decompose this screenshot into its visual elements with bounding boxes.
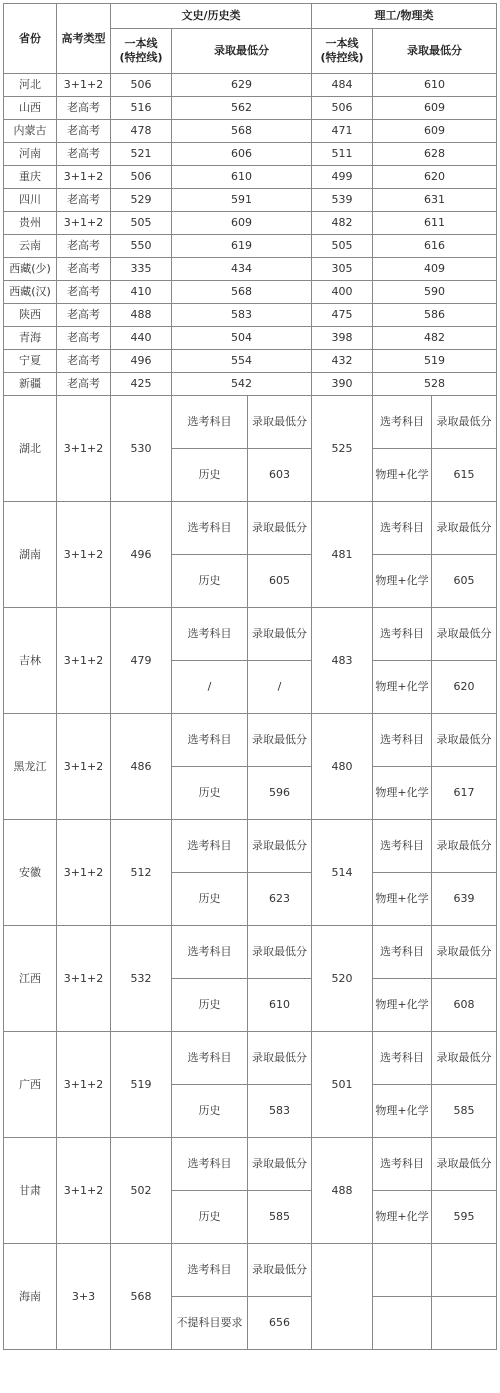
province-cell: 西藏(少) — [4, 258, 57, 281]
science-baseline-cell: 480 — [312, 714, 373, 820]
table-row — [4, 373, 497, 396]
arts-baseline-cell: 410 — [111, 281, 172, 304]
exam-type-cell: 3+1+2 — [57, 926, 111, 1032]
science-min-score-cell: 519 — [373, 350, 497, 373]
baseline-cell: 568 — [111, 1244, 172, 1350]
arts-min-score-cell: 585 — [248, 1191, 312, 1244]
exam-type-cell: 3+1+2 — [57, 820, 111, 926]
science-baseline-cell: 398 — [312, 327, 373, 350]
arts-min-score-cell: 623 — [248, 873, 312, 926]
exam-type-cell: 老高考 — [57, 97, 111, 120]
province-cell: 云南 — [4, 235, 57, 258]
science-baseline-cell: 501 — [312, 1032, 373, 1138]
arts-baseline-cell: 506 — [111, 166, 172, 189]
arts-min-score-cell: 591 — [172, 189, 312, 212]
science-subject-cell: 物理+化学 — [373, 1085, 432, 1138]
province-cell: 吉林 — [4, 608, 57, 714]
arts-min-score-header-cell: 录取最低分 — [248, 396, 312, 449]
science-subject-cell: 物理+化学 — [373, 979, 432, 1032]
science-min-score-cell: 595 — [432, 1191, 497, 1244]
header-arts-min-score: 录取最低分 — [172, 29, 312, 74]
exam-type-cell: 老高考 — [57, 189, 111, 212]
arts-subject-cell: 历史 — [172, 449, 248, 502]
table-row — [4, 820, 497, 873]
exam-type-cell: 老高考 — [57, 143, 111, 166]
exam-type-cell: 老高考 — [57, 235, 111, 258]
science-min-score-header-cell: 录取最低分 — [432, 396, 497, 449]
science-min-score-cell: 620 — [373, 166, 497, 189]
science-min-score-cell: 620 — [432, 661, 497, 714]
table-row — [4, 396, 497, 449]
header-arts-group: 文史/历史类 — [111, 4, 312, 29]
province-cell: 河北 — [4, 74, 57, 97]
arts-min-score-cell: 542 — [172, 373, 312, 396]
arts-min-score-header-cell: 录取最低分 — [248, 502, 312, 555]
science-min-score-cell: 609 — [373, 120, 497, 143]
arts-baseline-cell: 516 — [111, 97, 172, 120]
arts-baseline-cell: 521 — [111, 143, 172, 166]
province-cell: 宁夏 — [4, 350, 57, 373]
arts-subject-header-cell: 选考科目 — [172, 1032, 248, 1085]
exam-type-cell: 老高考 — [57, 373, 111, 396]
science-min-score-cell: 631 — [373, 189, 497, 212]
exam-type-cell: 3+1+2 — [57, 74, 111, 97]
arts-baseline-cell: 530 — [111, 396, 172, 502]
table-row — [4, 327, 497, 350]
science-min-score-cell: 409 — [373, 258, 497, 281]
arts-min-score-cell: 596 — [248, 767, 312, 820]
science-subject-header-cell: 选考科目 — [373, 1138, 432, 1191]
province-cell: 江西 — [4, 926, 57, 1032]
arts-min-score-header-cell: 录取最低分 — [248, 1138, 312, 1191]
science-baseline-cell: 488 — [312, 1138, 373, 1244]
arts-min-score-cell: 568 — [172, 281, 312, 304]
science-baseline-cell: 475 — [312, 304, 373, 327]
header-province: 省份 — [4, 4, 57, 74]
science-min-score-cell: 605 — [432, 555, 497, 608]
science-subject-header-cell: 选考科目 — [373, 502, 432, 555]
empty-cell — [432, 1297, 497, 1350]
arts-baseline-cell: 502 — [111, 1138, 172, 1244]
province-cell: 海南 — [4, 1244, 57, 1350]
science-min-score-cell: 609 — [373, 97, 497, 120]
province-cell: 湖北 — [4, 396, 57, 502]
arts-min-score-cell: 629 — [172, 74, 312, 97]
science-baseline-cell: 499 — [312, 166, 373, 189]
arts-min-score-cell: 583 — [172, 304, 312, 327]
science-baseline-cell: 483 — [312, 608, 373, 714]
science-baseline-cell: 511 — [312, 143, 373, 166]
science-min-score-cell: 639 — [432, 873, 497, 926]
arts-subject-header-cell: 选考科目 — [172, 608, 248, 661]
exam-type-cell: 3+1+2 — [57, 212, 111, 235]
science-min-score-header-cell: 录取最低分 — [432, 1032, 497, 1085]
science-subject-cell: 物理+化学 — [373, 449, 432, 502]
table-row — [4, 350, 497, 373]
table-row — [4, 1244, 497, 1297]
empty-cell — [312, 1244, 373, 1350]
science-subject-header-cell: 选考科目 — [373, 926, 432, 979]
arts-min-score-cell: 568 — [172, 120, 312, 143]
science-subject-cell: 物理+化学 — [373, 1191, 432, 1244]
science-min-score-cell: 608 — [432, 979, 497, 1032]
arts-subject-header-cell: 选考科目 — [172, 820, 248, 873]
arts-subject-cell: 历史 — [172, 979, 248, 1032]
science-subject-cell: 物理+化学 — [373, 873, 432, 926]
exam-type-cell: 3+1+2 — [57, 502, 111, 608]
table-row — [4, 143, 497, 166]
arts-baseline-cell: 479 — [111, 608, 172, 714]
science-subject-cell: 物理+化学 — [373, 661, 432, 714]
province-cell: 四川 — [4, 189, 57, 212]
arts-subject-cell: 历史 — [172, 555, 248, 608]
header-science-baseline: 一本线 (特控线) — [312, 29, 373, 74]
arts-min-score-cell: 605 — [248, 555, 312, 608]
province-cell: 湖南 — [4, 502, 57, 608]
arts-baseline-cell: 550 — [111, 235, 172, 258]
arts-subject-cell: 历史 — [172, 1191, 248, 1244]
science-subject-header-cell: 选考科目 — [373, 608, 432, 661]
table-body — [4, 74, 497, 1350]
table-row — [4, 502, 497, 555]
arts-min-score-cell: 610 — [248, 979, 312, 1032]
science-subject-cell: 物理+化学 — [373, 555, 432, 608]
table-row — [4, 189, 497, 212]
arts-subject-header-cell: 选考科目 — [172, 1138, 248, 1191]
exam-type-cell: 3+1+2 — [57, 1138, 111, 1244]
science-baseline-cell: 539 — [312, 189, 373, 212]
science-min-score-header-cell: 录取最低分 — [432, 926, 497, 979]
arts-min-score-cell: 606 — [172, 143, 312, 166]
province-cell: 青海 — [4, 327, 57, 350]
arts-baseline-cell: 519 — [111, 1032, 172, 1138]
arts-min-score-cell: / — [248, 661, 312, 714]
arts-baseline-cell: 425 — [111, 373, 172, 396]
science-subject-header-cell: 选考科目 — [373, 1032, 432, 1085]
arts-subject-cell: 历史 — [172, 873, 248, 926]
province-cell: 重庆 — [4, 166, 57, 189]
table-row — [4, 212, 497, 235]
table-row — [4, 281, 497, 304]
science-min-score-cell: 585 — [432, 1085, 497, 1138]
science-min-score-cell: 611 — [373, 212, 497, 235]
science-baseline-cell: 520 — [312, 926, 373, 1032]
science-min-score-cell: 482 — [373, 327, 497, 350]
exam-type-cell: 3+1+2 — [57, 714, 111, 820]
arts-baseline-cell: 496 — [111, 502, 172, 608]
science-subject-header-cell: 选考科目 — [373, 820, 432, 873]
table-row — [4, 926, 497, 979]
science-baseline-cell: 305 — [312, 258, 373, 281]
exam-type-cell: 老高考 — [57, 350, 111, 373]
table-row — [4, 166, 497, 189]
header-science-min-score: 录取最低分 — [373, 29, 497, 74]
science-min-score-header-cell: 录取最低分 — [432, 1138, 497, 1191]
science-baseline-cell: 484 — [312, 74, 373, 97]
arts-baseline-cell: 496 — [111, 350, 172, 373]
arts-subject-header-cell: 选考科目 — [172, 396, 248, 449]
empty-cell — [432, 1244, 497, 1297]
arts-baseline-cell: 440 — [111, 327, 172, 350]
science-min-score-cell: 586 — [373, 304, 497, 327]
province-cell: 西藏(汉) — [4, 281, 57, 304]
exam-type-cell: 3+1+2 — [57, 608, 111, 714]
science-baseline-cell: 505 — [312, 235, 373, 258]
arts-subject-cell: 历史 — [172, 767, 248, 820]
arts-min-score-cell: 504 — [172, 327, 312, 350]
arts-baseline-cell: 486 — [111, 714, 172, 820]
exam-type-cell: 3+3 — [57, 1244, 111, 1350]
arts-subject-cell: 历史 — [172, 1085, 248, 1138]
table-row — [4, 714, 497, 767]
table-row — [4, 235, 497, 258]
arts-min-score-header-cell: 录取最低分 — [248, 1032, 312, 1085]
arts-min-score-cell: 583 — [248, 1085, 312, 1138]
science-min-score-header-cell: 录取最低分 — [432, 714, 497, 767]
science-min-score-cell: 616 — [373, 235, 497, 258]
province-cell: 贵州 — [4, 212, 57, 235]
arts-min-score-header-cell: 录取最低分 — [248, 820, 312, 873]
arts-subject-header-cell: 选考科目 — [172, 714, 248, 767]
science-baseline-cell: 432 — [312, 350, 373, 373]
arts-min-score-cell: 619 — [172, 235, 312, 258]
arts-baseline-cell: 335 — [111, 258, 172, 281]
table-row — [4, 97, 497, 120]
exam-type-cell: 老高考 — [57, 120, 111, 143]
exam-type-cell: 3+1+2 — [57, 166, 111, 189]
table-row — [4, 74, 497, 97]
exam-type-cell: 老高考 — [57, 327, 111, 350]
province-cell: 内蒙古 — [4, 120, 57, 143]
science-baseline-cell: 400 — [312, 281, 373, 304]
arts-min-score-header-cell: 录取最低分 — [248, 714, 312, 767]
arts-min-score-cell: 603 — [248, 449, 312, 502]
science-min-score-header-cell: 录取最低分 — [432, 820, 497, 873]
province-cell: 安徽 — [4, 820, 57, 926]
province-cell: 黑龙江 — [4, 714, 57, 820]
science-min-score-cell: 610 — [373, 74, 497, 97]
header-science-group: 理工/物理类 — [312, 4, 497, 29]
header-exam-type: 高考类型 — [57, 4, 111, 74]
science-min-score-cell: 617 — [432, 767, 497, 820]
arts-subject-header-cell: 选考科目 — [172, 502, 248, 555]
arts-baseline-cell: 512 — [111, 820, 172, 926]
arts-min-score-cell: 609 — [172, 212, 312, 235]
science-min-score-header-cell: 录取最低分 — [432, 608, 497, 661]
province-cell: 新疆 — [4, 373, 57, 396]
exam-type-cell: 老高考 — [57, 281, 111, 304]
arts-baseline-cell: 529 — [111, 189, 172, 212]
arts-min-score-cell: 554 — [172, 350, 312, 373]
min-score-cell: 656 — [248, 1297, 312, 1350]
table-row — [4, 304, 497, 327]
province-cell: 陕西 — [4, 304, 57, 327]
empty-cell — [373, 1297, 432, 1350]
table-row — [4, 120, 497, 143]
subject-header-cell: 选考科目 — [172, 1244, 248, 1297]
table-row — [4, 1138, 497, 1191]
province-cell: 山西 — [4, 97, 57, 120]
science-subject-header-cell: 选考科目 — [373, 396, 432, 449]
table-row — [4, 1032, 497, 1085]
arts-baseline-cell: 488 — [111, 304, 172, 327]
province-cell: 广西 — [4, 1032, 57, 1138]
science-baseline-cell: 390 — [312, 373, 373, 396]
science-baseline-cell: 514 — [312, 820, 373, 926]
exam-type-cell: 老高考 — [57, 258, 111, 281]
arts-baseline-cell: 478 — [111, 120, 172, 143]
exam-type-cell: 3+1+2 — [57, 396, 111, 502]
min-score-header-cell: 录取最低分 — [248, 1244, 312, 1297]
subject-cell: 不提科目要求 — [172, 1297, 248, 1350]
exam-type-cell: 3+1+2 — [57, 1032, 111, 1138]
science-min-score-cell: 590 — [373, 281, 497, 304]
admission-score-table — [3, 3, 497, 1350]
science-subject-header-cell: 选考科目 — [373, 714, 432, 767]
science-baseline-cell: 481 — [312, 502, 373, 608]
empty-cell — [373, 1244, 432, 1297]
science-baseline-cell: 482 — [312, 212, 373, 235]
science-baseline-cell: 506 — [312, 97, 373, 120]
province-cell: 甘肃 — [4, 1138, 57, 1244]
science-min-score-cell: 615 — [432, 449, 497, 502]
science-min-score-cell: 628 — [373, 143, 497, 166]
arts-baseline-cell: 506 — [111, 74, 172, 97]
header-arts-baseline: 一本线 (特控线) — [111, 29, 172, 74]
province-cell: 河南 — [4, 143, 57, 166]
science-baseline-cell: 471 — [312, 120, 373, 143]
arts-baseline-cell: 532 — [111, 926, 172, 1032]
table-row — [4, 608, 497, 661]
arts-min-score-header-cell: 录取最低分 — [248, 926, 312, 979]
exam-type-cell: 老高考 — [57, 304, 111, 327]
arts-subject-cell: / — [172, 661, 248, 714]
science-subject-cell: 物理+化学 — [373, 767, 432, 820]
table-row — [4, 258, 497, 281]
arts-min-score-header-cell: 录取最低分 — [248, 608, 312, 661]
arts-min-score-cell: 610 — [172, 166, 312, 189]
arts-min-score-cell: 434 — [172, 258, 312, 281]
science-min-score-cell: 528 — [373, 373, 497, 396]
arts-baseline-cell: 505 — [111, 212, 172, 235]
arts-subject-header-cell: 选考科目 — [172, 926, 248, 979]
arts-min-score-cell: 562 — [172, 97, 312, 120]
science-baseline-cell: 525 — [312, 396, 373, 502]
science-min-score-header-cell: 录取最低分 — [432, 502, 497, 555]
